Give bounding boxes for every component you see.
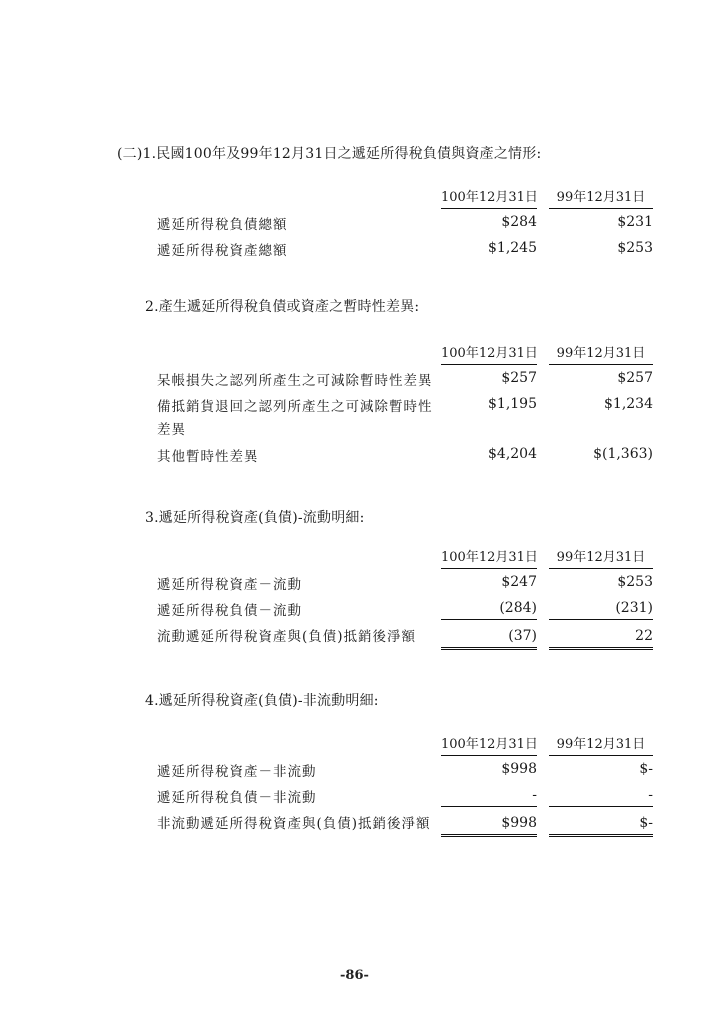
value-100: (37) [441, 626, 537, 650]
value-99: $(1,363) [593, 446, 653, 462]
table-header [157, 546, 657, 568]
table-total-row [157, 807, 657, 833]
value-100: $1,245 [488, 240, 537, 256]
value-99: 22 [549, 626, 653, 650]
col-header-100: 100年12月31日 [441, 342, 537, 365]
value-100: - [441, 787, 537, 807]
table-row [157, 440, 657, 466]
col-header-99: 99年12月31日 [549, 546, 653, 569]
col-header-99: 99年12月31日 [549, 342, 653, 365]
row-label: 遞延所得稅負債總額 [157, 217, 288, 233]
row-label: 遞延所得稅資產－非流動 [157, 764, 317, 780]
row-label: 備抵銷貨退回之認列所產生之可減除暫時性差異 [157, 399, 433, 438]
value-99: $253 [617, 240, 653, 256]
table-header [157, 186, 657, 208]
section-3-table [157, 546, 657, 646]
section-4-heading: 4.遞延所得稅資產(負債)-非流動明細: [145, 693, 379, 709]
col-header-100: 100年12月31日 [441, 546, 537, 569]
col-header-99: 99年12月31日 [549, 186, 653, 209]
value-99: $257 [617, 370, 653, 386]
table-header [157, 733, 657, 755]
table-row [157, 594, 657, 620]
value-99: $231 [617, 214, 653, 230]
col-header-100: 100年12月31日 [441, 733, 537, 756]
table-row [157, 755, 657, 781]
table-row [157, 208, 657, 234]
value-99: $1,234 [604, 396, 653, 412]
col-header-100: 100年12月31日 [441, 186, 537, 209]
col-header-99: 99年12月31日 [549, 733, 653, 756]
section-4-table [157, 733, 657, 833]
value-99: $- [639, 761, 653, 777]
value-100: $1,195 [488, 396, 537, 412]
table-row [157, 568, 657, 594]
value-99: $253 [617, 574, 653, 590]
value-100: $284 [501, 214, 537, 230]
value-99: (231) [549, 600, 653, 620]
table-header [157, 342, 657, 364]
row-label: 非流動遞延所得稅資產與(負債)抵銷後淨額 [157, 816, 431, 832]
section-1-heading: (二)1.民國100年及99年12月31日之遞延所得稅負債與資產之情形: [117, 146, 542, 162]
row-label: 遞延所得稅負債－非流動 [157, 790, 317, 806]
row-label: 其他暫時性差異 [157, 449, 259, 465]
value-100: $257 [501, 370, 537, 386]
value-100: $998 [441, 813, 537, 837]
row-label: 流動遞延所得稅資產與(負債)抵銷後淨額 [157, 629, 417, 645]
table-total-row [157, 620, 657, 646]
row-label: 呆帳損失之認列所產生之可減除暫時性差異 [157, 373, 433, 389]
value-99: $- [549, 813, 653, 837]
section-2-table [157, 342, 657, 466]
table-row [157, 390, 657, 440]
section-3-heading: 3.遞延所得稅資產(負債)-流動明細: [145, 510, 365, 526]
section-1-table [157, 186, 657, 260]
row-label: 遞延所得稅資產－流動 [157, 577, 302, 593]
value-99: - [549, 787, 653, 807]
table-row [157, 364, 657, 390]
value-100: (284) [441, 600, 537, 620]
page-number: -86- [340, 968, 369, 983]
row-label: 遞延所得稅資產總額 [157, 243, 288, 259]
value-100: $247 [501, 574, 537, 590]
value-100: $4,204 [488, 446, 537, 462]
table-row [157, 234, 657, 260]
section-2-heading: 2.產生遞延所得稅負債或資產之暫時性差異: [145, 299, 420, 315]
row-label: 遞延所得稅負債－流動 [157, 603, 302, 619]
value-100: $998 [501, 761, 537, 777]
table-row [157, 781, 657, 807]
